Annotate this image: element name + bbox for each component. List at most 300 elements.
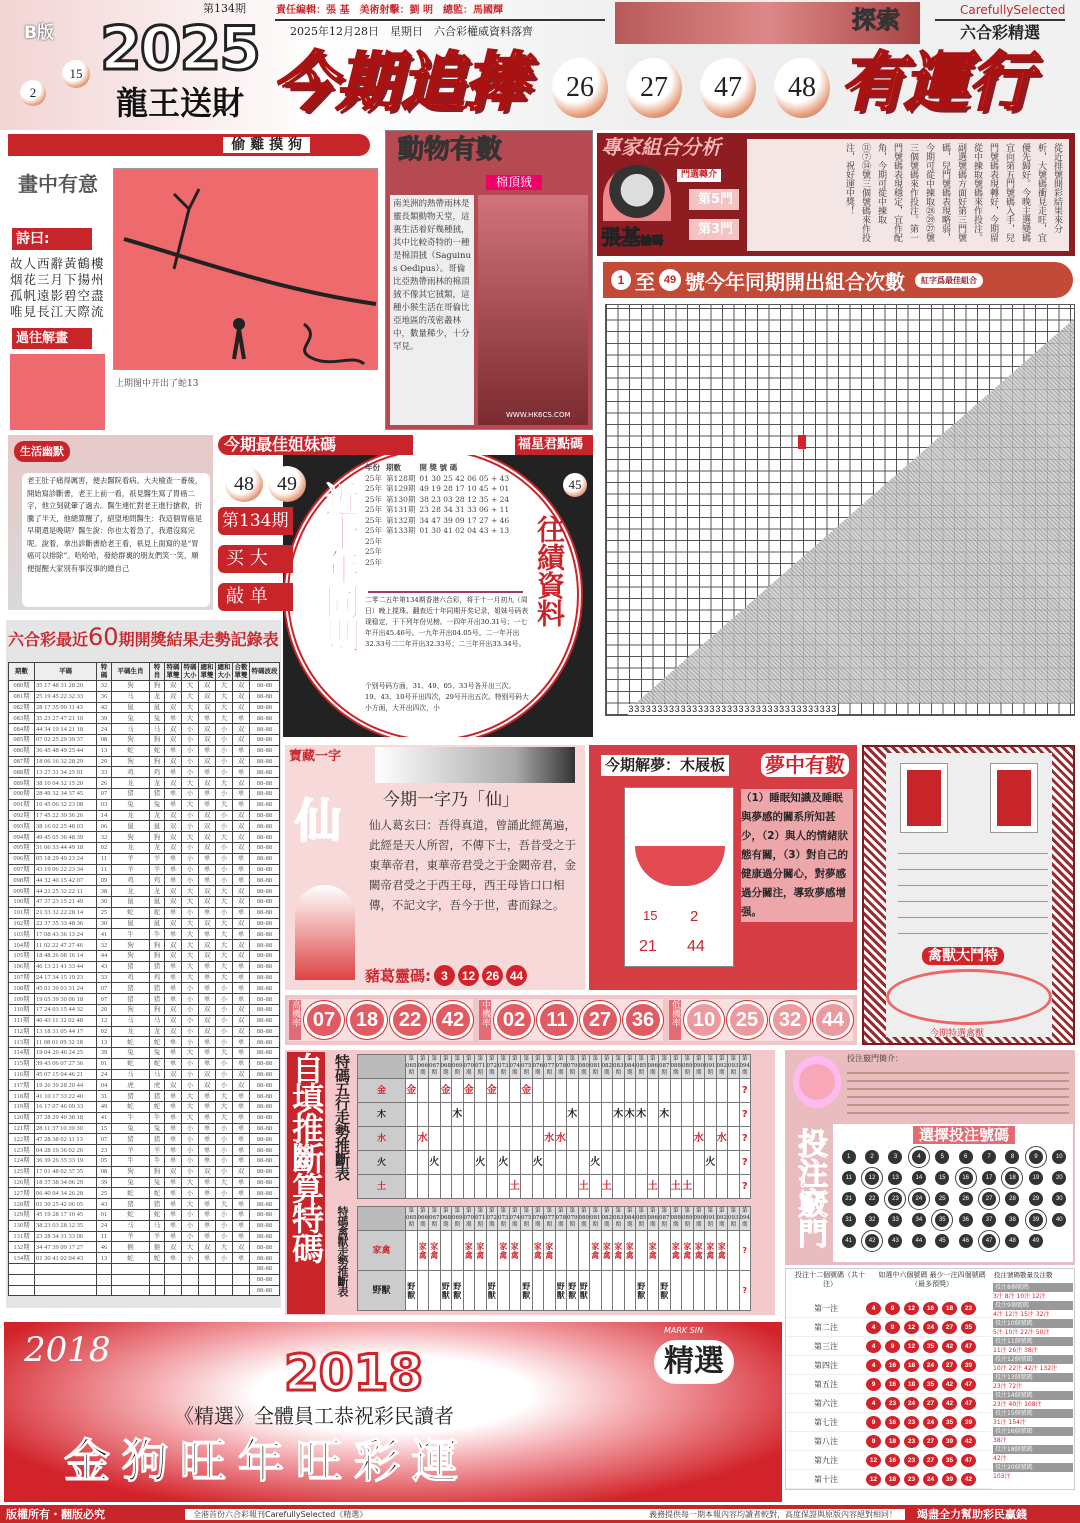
trend-cell: 火 (429, 1151, 441, 1175)
code-ball: 44 (506, 965, 527, 986)
selected-number (977, 1192, 1000, 1206)
number-ball[interactable]: 9 (1029, 1150, 1043, 1164)
trend-cell (624, 1271, 636, 1311)
history-cell: 双 (199, 950, 216, 961)
number-ball[interactable]: 41 (842, 1234, 856, 1248)
history-cell: 牛 (150, 929, 165, 940)
history-cell: 马 (150, 1015, 165, 1026)
trend-cell (498, 1175, 510, 1199)
history-cell: 单 (233, 1112, 250, 1123)
bet-label: 第一注 (814, 1303, 838, 1313)
number-ball[interactable]: 7 (982, 1150, 996, 1164)
bet-counts (993, 1283, 1073, 1481)
trend-period: 第081期 (590, 1055, 602, 1079)
history-cell: 109期 (9, 994, 35, 1005)
trend-cell (647, 1103, 659, 1127)
footer-mid1: 全港首份六合彩報刊CarefullySelected《精選》 (185, 1509, 505, 1520)
issue-number: 第134期 (203, 2, 246, 15)
number-ball[interactable]: 27 (982, 1192, 996, 1206)
bet-count-label: 投注8個號碼 (993, 1283, 1073, 1292)
history-cell: 双 (233, 950, 250, 961)
history-cell: 小 (182, 1037, 199, 1048)
history-cell: 单 (199, 929, 216, 940)
number-option (860, 1213, 883, 1227)
combo-count: 3 (674, 704, 680, 714)
history-cell: 88-88 (250, 1253, 280, 1264)
history-cell: 32 (97, 832, 112, 843)
history-cell: 大 (216, 799, 233, 810)
history-cell: 13 (97, 1037, 112, 1048)
number-ball[interactable]: 11 (842, 1171, 856, 1185)
decade-cell (419, 558, 513, 569)
history-cell: 小 (182, 1188, 199, 1199)
trend-cell: 家禽 (705, 1231, 717, 1271)
history-cell: 39 43 06 07 27 36 (35, 1058, 97, 1069)
number-ball[interactable]: 18 (1005, 1171, 1019, 1185)
trend-cell (555, 1151, 567, 1175)
number-ball[interactable]: 40 (1052, 1213, 1066, 1227)
decade-title: 近十年同期 (319, 481, 360, 651)
bet-label: 第十注 (814, 1474, 838, 1484)
number-ball[interactable]: 14 (912, 1171, 926, 1185)
history-cell: 双 (165, 1026, 182, 1037)
history-cell: 小 (216, 875, 233, 886)
history-cell: 单 (199, 799, 216, 810)
trend-cell: 家禽 (590, 1231, 602, 1271)
history-cell: 单 (233, 983, 250, 994)
riddle-section (8, 132, 380, 430)
history-cell (35, 1274, 97, 1285)
decade-cell: 23 28 34 31 33 06 + 11 (419, 505, 510, 514)
combo-count: 3 (680, 704, 686, 714)
history-cell: 双 (165, 810, 182, 821)
history-cell: 04 28 19 36 02 26 (35, 1145, 97, 1156)
tips-intro-text-block (847, 1066, 1069, 1118)
history-cell: 双 (199, 842, 216, 853)
trend-row-label: 金 (358, 1079, 406, 1103)
history-cell: 单 (165, 864, 182, 875)
history-cell: 88-88 (250, 713, 280, 724)
history-cell: 单 (165, 907, 182, 918)
probability-label: 高機率 (289, 1000, 301, 1040)
trend-header-row (358, 1055, 751, 1079)
trend-cell (578, 1103, 590, 1127)
history-cell: 猪 (150, 983, 165, 994)
bet-ball: 4 (866, 1359, 881, 1372)
trend-cell (613, 1079, 625, 1103)
trend-cell: 家禽 (498, 1231, 510, 1271)
history-cell: 单 (165, 1102, 182, 1113)
trend-cell: 野獸 (555, 1271, 567, 1311)
history-cell: 122期 (9, 1134, 35, 1145)
history-cell: 单 (233, 1048, 250, 1059)
history-cell: 小 (216, 1123, 233, 1134)
number-ball[interactable]: 19 (1029, 1171, 1043, 1185)
number-ball[interactable]: 39 (1029, 1213, 1043, 1227)
table-row (9, 950, 280, 961)
word-headline: 今期一字乃「仙」 (383, 790, 519, 810)
number-ball[interactable]: 35 (935, 1213, 949, 1227)
bet-ball: 12 (904, 1321, 919, 1334)
trend-cell (647, 1271, 659, 1311)
selected-number (884, 1192, 907, 1206)
history-cell: 086期 (9, 745, 35, 756)
word-big-char: 仙 (295, 794, 341, 848)
bet-ball: 47 (961, 1340, 976, 1353)
history-cell: 单 (233, 767, 250, 778)
table-row (9, 778, 280, 789)
trend-cell: 野獸 (659, 1271, 671, 1311)
bet-count-label: 投注20個號碼 (993, 1463, 1073, 1472)
number-ball[interactable]: 21 (842, 1192, 856, 1206)
history-table (8, 662, 280, 1296)
number-ball[interactable]: 17 (982, 1171, 996, 1185)
trend-cell (670, 1151, 682, 1175)
table-row (9, 1048, 280, 1059)
history-cell: 单 (199, 961, 216, 972)
history-cell: 小 (182, 821, 199, 832)
history-cell: 单 (199, 1112, 216, 1123)
history-cell: 130期 (9, 1220, 35, 1231)
history-cell: 小 (216, 724, 233, 735)
history-cell: 小 (182, 1231, 199, 1242)
history-cell: 双 (199, 702, 216, 713)
trend-cell (452, 1127, 464, 1151)
decade-row (365, 516, 513, 527)
history-cell: 牛 (150, 1156, 165, 1167)
trend-period: 第065期 (406, 1055, 418, 1079)
trend-cell (670, 1079, 682, 1103)
trend-cell (682, 1271, 694, 1311)
number-ball[interactable]: 13 (888, 1171, 902, 1185)
number-option (954, 1150, 977, 1164)
history-header: 平碼 (35, 663, 97, 681)
history-cell: 88-88 (250, 896, 280, 907)
bets-header-1: 投注十二個號碼（共十注） (795, 1271, 865, 1288)
sister-title: 今期最佳姐妹碼 (218, 435, 413, 455)
trend-cell (509, 1151, 521, 1175)
history-cell: 小 (216, 1156, 233, 1167)
history-cell: 蛇 (112, 1037, 150, 1048)
history-cell: 双 (233, 1069, 250, 1080)
history-cell: 单 (233, 1253, 250, 1264)
trend-cell: 火 (475, 1151, 487, 1175)
trend-cell (498, 1103, 510, 1127)
past-riddle-image (10, 354, 105, 430)
history-cell: 双 (233, 1004, 250, 1015)
trend-cell: 木 (613, 1103, 625, 1127)
history-cell: 117期 (9, 1080, 35, 1091)
table-row (9, 821, 280, 832)
number-ball[interactable]: 2 (865, 1150, 879, 1164)
history-cell: 牛 (112, 1112, 150, 1123)
number-ball[interactable]: 6 (959, 1150, 973, 1164)
bet-count-value: 10注 22注 42注 132注 (993, 1365, 1058, 1372)
trend-cell: 水 (716, 1127, 728, 1151)
decade-row (365, 495, 513, 506)
number-ball[interactable]: 30 (1052, 1192, 1066, 1206)
history-cell: 马 (150, 1220, 165, 1231)
bet-ball: 23 (961, 1302, 976, 1315)
history-cell: 双 (199, 691, 216, 702)
riddle-illustration (114, 169, 379, 371)
bet-count-value: 3注 8注 10注 12注 (993, 1293, 1046, 1300)
expert-name (601, 225, 663, 253)
number-ball[interactable]: 28 (1005, 1192, 1019, 1206)
number-ball[interactable]: 29 (1029, 1192, 1043, 1206)
bet-ball: 35 (923, 1378, 938, 1391)
trend-cell (613, 1127, 625, 1151)
number-ball[interactable]: 38 (1005, 1213, 1019, 1227)
number-ball[interactable]: 42 (865, 1234, 879, 1248)
tips-side-title: 投注竅門 (792, 1128, 827, 1248)
number-option (837, 1192, 860, 1206)
number-ball[interactable]: 46 (959, 1234, 973, 1248)
number-ball[interactable]: 4 (912, 1150, 926, 1164)
history-cell: 单 (165, 994, 182, 1005)
trend-cell (590, 1175, 602, 1199)
number-ball[interactable]: 34 (912, 1213, 926, 1227)
history-cell: 115期 (9, 1058, 35, 1069)
history-cell: 大 (182, 681, 199, 692)
history-cell: 单 (199, 1210, 216, 1221)
history-cell: 127期 (9, 1188, 35, 1199)
history-cell: 13 (97, 745, 112, 756)
history-cell: 28 17 35 09 11 43 (35, 702, 97, 713)
trend-cell (532, 1271, 544, 1311)
history-cell: 单 (233, 853, 250, 864)
table-row (9, 1015, 280, 1026)
trend-cell: ? (739, 1151, 751, 1175)
bet-label: 第七注 (814, 1417, 838, 1427)
number-option (1024, 1192, 1047, 1206)
history-cell: 113期 (9, 1037, 35, 1048)
history-cell: 狗 (150, 681, 165, 692)
history-cell: 单 (199, 1199, 216, 1210)
history-cell: 小 (182, 788, 199, 799)
table-row (9, 1058, 280, 1069)
trend-cell: 水 (555, 1127, 567, 1151)
header-ball: 15 (62, 60, 90, 88)
number-option (1001, 1150, 1024, 1164)
trend-cell: 家禽 (613, 1231, 625, 1271)
history-cell: 小 (182, 853, 199, 864)
history-cell: 单 (233, 1177, 250, 1188)
decade-cell: 第131期 (386, 505, 416, 514)
trend-cell (486, 1231, 498, 1271)
decade-para: 二零二五年第134期香港六合彩，将于十一月初九（周日）晚上搅珠。翻查近十年同期开奖记录，姐妹号码表现稳定，于下列年份见榜。一四年开出30.31号；一七年开出45.46号。一九年开出04.05号。二一年开出32.33号二二年开出32.33号；二三年开出33.34号。 (365, 596, 529, 648)
history-cell: 087期 (9, 756, 35, 767)
history-cell: 88-88 (250, 767, 280, 778)
table-row (9, 907, 280, 918)
expert-intro: 門選轉介 (677, 169, 721, 182)
table-row (9, 1134, 280, 1145)
expert-door: 第5門 (689, 189, 739, 210)
trend-period: 第085期 (636, 1055, 648, 1079)
number-ball[interactable]: 24 (912, 1192, 926, 1206)
history-cell: 鸡 (150, 972, 165, 983)
number-ball[interactable]: 5 (935, 1150, 949, 1164)
decade-cell (386, 537, 419, 548)
footer-mid2: 義務提供每一期本報內容均讀者較對，高度保證與原版內容絕對相同！ (505, 1509, 905, 1520)
trend-cell (486, 1151, 498, 1175)
beast-title: 禽獸大鬥特 (922, 947, 1004, 965)
number-ball[interactable]: 10 (1052, 1150, 1066, 1164)
history-cell: 小 (216, 756, 233, 767)
bet-ball: 12 (904, 1340, 919, 1353)
number-ball[interactable]: 8 (1005, 1150, 1019, 1164)
bet-ball: 24 (923, 1359, 938, 1372)
trend-cell (521, 1103, 533, 1127)
number-ball[interactable]: 47 (982, 1234, 996, 1248)
bet-row (786, 1337, 991, 1356)
history-cell: 88-88 (250, 929, 280, 940)
trend-cell (567, 1175, 579, 1199)
history-cell: 118期 (9, 1091, 35, 1102)
history-cell: 13 27 31 34 25 01 (35, 767, 97, 778)
number-ball[interactable]: 12 (865, 1171, 879, 1185)
number-option (1001, 1234, 1024, 1248)
word-figure (295, 885, 355, 980)
history-cell: 小 (182, 1058, 199, 1069)
number-option (1024, 1171, 1047, 1185)
history-cell: 07 (97, 1134, 112, 1145)
mascot-icon (793, 1056, 841, 1108)
number-ball[interactable]: 1 (842, 1150, 856, 1164)
trend-cell (544, 1151, 556, 1175)
beast-ovals (886, 969, 1052, 1025)
history-cell: 单 (233, 929, 250, 940)
trend-cell (521, 1175, 533, 1199)
history-cell: 11 02 22 47 27 46 (35, 940, 97, 951)
trend-cell (682, 1079, 694, 1103)
trend-cell (705, 1103, 717, 1127)
decade-table (365, 463, 513, 568)
animal-photo (478, 195, 588, 425)
history-cell: 07 02 25 29 39 37 (35, 734, 97, 745)
number-ball[interactable]: 15 (935, 1171, 949, 1185)
number-ball[interactable]: 20 (1052, 1171, 1066, 1185)
combo-title: 號今年同期開出組合次數 (685, 269, 905, 294)
stamp: 探索 (852, 6, 900, 34)
selected-number (907, 1192, 930, 1206)
number-ball[interactable]: 25 (935, 1192, 949, 1206)
history-cell: 猴 (112, 1242, 150, 1253)
number-ball[interactable]: 36 (959, 1213, 973, 1227)
combo-count: 3 (784, 704, 790, 714)
trend-cell: 野獸 (521, 1271, 533, 1311)
history-cell: 小 (216, 1220, 233, 1231)
number-ball[interactable]: 31 (842, 1213, 856, 1227)
trend-cell (544, 1103, 556, 1127)
history-cell: 双 (199, 896, 216, 907)
history-cell: 32 (97, 681, 112, 692)
history-cell: 鼠 (112, 918, 150, 929)
number-ball[interactable]: 37 (982, 1213, 996, 1227)
history-cell: 大 (182, 1048, 199, 1059)
trend-cell (705, 1175, 717, 1199)
bet-ball: 39 (942, 1435, 957, 1448)
decade-cell: 25年 (365, 547, 383, 556)
history-cell: 单 (233, 994, 250, 1005)
number-ball[interactable]: 23 (888, 1192, 902, 1206)
table-row (9, 1102, 280, 1113)
number-ball[interactable]: 43 (888, 1234, 902, 1248)
trend-row-label: 火 (358, 1151, 406, 1175)
history-cell: 45 19 28 17 10 45 (35, 1210, 97, 1221)
history-cell: 双 (233, 896, 250, 907)
history-cell: 双 (199, 756, 216, 767)
selected-number (1024, 1150, 1047, 1164)
header (0, 0, 1080, 130)
number-ball[interactable]: 3 (888, 1150, 902, 1164)
trend-cell (417, 1103, 429, 1127)
combo-count: 3 (790, 704, 796, 714)
history-cell: 单 (233, 907, 250, 918)
number-ball[interactable]: 49 (1029, 1234, 1043, 1248)
trend-period: 第091期 (705, 1055, 717, 1079)
history-cell: 小 (216, 810, 233, 821)
history-cell: 大 (216, 1102, 233, 1113)
number-ball[interactable]: 16 (959, 1171, 973, 1185)
trend-cell (728, 1231, 740, 1271)
decade-row (365, 547, 513, 558)
trend-period: 第085期 (636, 1207, 648, 1231)
number-ball[interactable]: 22 (865, 1192, 879, 1206)
history-cell: 小 (216, 1145, 233, 1156)
history-cell: 大 (182, 778, 199, 789)
bets-rows (786, 1299, 991, 1489)
number-ball[interactable]: 33 (888, 1213, 902, 1227)
trend-row-label: 木 (358, 1103, 406, 1127)
history-cell: 107期 (9, 972, 35, 983)
history-cell: 狗 (112, 1166, 150, 1177)
trend-cell: 家禽 (509, 1231, 521, 1271)
number-option (1001, 1213, 1024, 1227)
trend-cell (578, 1127, 590, 1151)
number-ball[interactable]: 44 (912, 1234, 926, 1248)
combo-badge: 紅字爲最佳組合 (915, 273, 983, 288)
history-cell: 龙 (150, 1026, 165, 1037)
history-cell: 兔 (150, 713, 165, 724)
history-cell: 小 (182, 842, 199, 853)
history-cell: 18 06 16 32 28 29 (35, 756, 97, 767)
number-ball[interactable]: 26 (959, 1192, 973, 1206)
number-ball[interactable]: 45 (935, 1234, 949, 1248)
trend-cell: ? (739, 1079, 751, 1103)
history-cell: 小 (182, 994, 199, 1005)
history-cell: 88-88 (250, 1091, 280, 1102)
trend-cell: 土 (601, 1175, 613, 1199)
number-ball[interactable]: 32 (865, 1213, 879, 1227)
pick-ball: 27 (626, 58, 682, 118)
history-cell: 小 (216, 821, 233, 832)
trend-period: 第093期 (728, 1207, 740, 1231)
history-cell: 88-88 (250, 1285, 280, 1296)
history-cell: 双 (199, 734, 216, 745)
banner-line2: 金狗旺年旺彩運 (64, 1434, 470, 1488)
history-cell: 091期 (9, 799, 35, 810)
combo-count: 3 (692, 704, 698, 714)
history-cell: 双 (233, 940, 250, 951)
history-cell: 单 (233, 713, 250, 724)
history-cell: 鼠 (112, 821, 150, 832)
history-cell: 蛇 (112, 907, 150, 918)
bet-count-value: 23注 72注 (993, 1383, 1023, 1390)
history-cell: 小 (216, 842, 233, 853)
history-cell: 双 (165, 896, 182, 907)
number-ball[interactable]: 48 (1005, 1234, 1019, 1248)
